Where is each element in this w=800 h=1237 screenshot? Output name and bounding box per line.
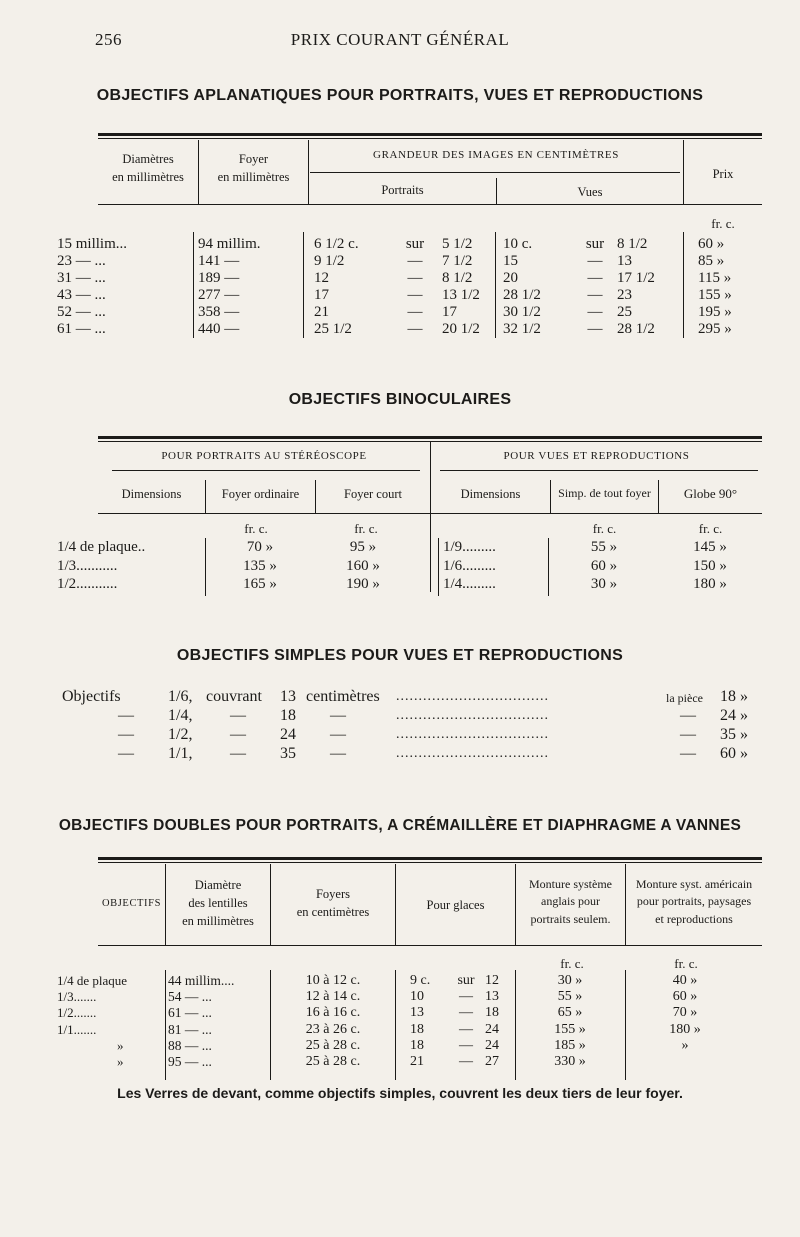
col-header-pour-glaces: Pour glaces xyxy=(426,898,485,912)
apl-col-v2: 8 1/2 13 17 1/2 23 25 28 1/2 xyxy=(617,236,655,337)
table-cell: 277 — xyxy=(198,287,240,303)
section-title-simples: OBJECTIFS SIMPLES POUR VUES ET REPRODUCTIONS xyxy=(176,647,624,664)
apl-col-vs: sur — — — — — xyxy=(585,236,605,337)
simples-list xyxy=(0,688,800,764)
table-cell: 141 — xyxy=(198,253,240,269)
list-item: — 1/1, — 35 — .................................. — 60 » xyxy=(118,745,748,762)
dbl-col-obj: 1/4 de plaque 1/3....... 1/2....... 1/1....... » » xyxy=(57,973,128,1069)
apl-col-p1: 6 1/2 c. 9 1/2 12 17 21 25 1/2 xyxy=(314,236,359,337)
bino-col-dim-2: 1/9......... 1/6......... 1/4......... xyxy=(443,539,496,593)
dbl-col-amer: 40 » 60 » 70 » 180 » » xyxy=(669,973,701,1053)
apl-col-diam xyxy=(57,236,127,338)
table-cell: 94 millim. xyxy=(198,236,261,252)
apl-col-prix: 60 » 85 » 115 » 155 » 195 » 295 » xyxy=(698,236,732,337)
unit-fr-c: fr. c. xyxy=(674,956,698,971)
list-item: — 1/2, — 24 — .................................. — 35 » xyxy=(118,726,748,743)
section-title-aplanatiques: OBJECTIFS APLANATIQUES POUR PORTRAITS, VUES ET REPRODUCTIONS xyxy=(96,87,704,104)
bino-col-simp: 55 » 60 » 30 » xyxy=(590,539,618,593)
section-title-binoculaires: OBJECTIFS BINOCULAIRES xyxy=(288,391,512,408)
col-header-globe: Globe 90° xyxy=(683,486,738,501)
col-header-foyer-court: Foyer court xyxy=(344,487,402,501)
apl-col-foyer xyxy=(198,236,261,338)
dbl-col-foyers: 10 à 12 c. 12 à 14 c. 16 à 16 c. 23 à 26 c. 25 à 28 c. 25 à 28 c. xyxy=(305,973,361,1069)
unit-fr-c: fr. c. xyxy=(354,521,378,536)
table-cell: 15 millim... xyxy=(57,236,128,252)
bino-col-court: 95 » 160 » 190 » xyxy=(346,539,380,593)
col-header-diametre-lentilles: Diamètre des lentilles en millimètres xyxy=(182,878,254,929)
apl-col-v1: 10 c. 15 20 28 1/2 30 1/2 32 1/2 xyxy=(503,236,541,337)
table-cell: 43 — ... xyxy=(57,287,106,303)
col-header-simp: Simp. de tout foyer xyxy=(558,486,651,500)
apl-col-ps: sur — — — — — xyxy=(405,236,425,337)
running-title: PRIX COURANT GÉNÉRAL xyxy=(290,30,510,49)
bino-col-dim: 1/4 de plaque.. 1/3........... 1/2........... xyxy=(57,539,146,593)
table-cell: 31 — ... xyxy=(57,270,106,286)
col-header-foyer: Foyer en millimètres xyxy=(217,152,290,185)
unit-fr-c: fr. c. xyxy=(560,956,584,971)
col-header-dimensions: Dimensions xyxy=(121,487,182,501)
header-vues-reproductions: POUR VUES ET REPRODUCTIONS xyxy=(503,450,690,462)
dbl-col-angl: 30 » 55 » 65 » 155 » 185 » 330 » xyxy=(554,973,586,1069)
unit-fr-c: fr. c. xyxy=(592,521,617,536)
unit-fr-c: fr. c. xyxy=(244,521,268,536)
table-top-rule xyxy=(98,133,762,136)
col-header-portraits: Portraits xyxy=(381,183,424,197)
col-header-prix: Prix xyxy=(712,167,734,181)
apl-col-p2: 5 1/2 7 1/2 8 1/2 13 1/2 17 20 1/2 xyxy=(442,236,480,337)
unit-fr-c: fr. c. xyxy=(711,216,735,231)
col-header-vues: Vues xyxy=(577,185,603,199)
table-cell: 358 — xyxy=(198,304,240,320)
section-title-doubles: OBJECTIFS DOUBLES POUR PORTRAITS, A CRÉMAILLÈRE ET DIAPHRAGME A VANNES xyxy=(58,817,742,834)
dbl-col-g1: 9 c. 10 13 18 18 21 xyxy=(410,973,431,1069)
table-cell: 23 — ... xyxy=(57,253,106,269)
page-number: 256 xyxy=(95,30,122,49)
col-header-dimensions-2: Dimensions xyxy=(460,487,521,501)
col-header-diametres: Diamètres en millimètres xyxy=(112,152,184,185)
table-cell: 440 — xyxy=(198,321,240,337)
col-header-grandeur: GRANDEUR DES IMAGES EN CENTIMÈTRES xyxy=(373,149,619,161)
dbl-col-diam: 44 millim.... 54 — ... 61 — ... 81 — ... 88 — ... 95 — ... xyxy=(168,973,235,1069)
list-item: — 1/4, — 18 — .................................. — 24 » xyxy=(118,707,748,724)
table-cell: 61 — ... xyxy=(57,321,106,337)
col-header-objectifs: OBJECTIFS xyxy=(101,898,162,909)
dbl-col-g2: 12 13 18 24 24 27 xyxy=(485,973,499,1069)
unit-fr-c: fr. c. xyxy=(698,521,723,536)
footnote: Les Verres de devant, comme objectifs simples, couvrent les deux tiers de leur foyer. xyxy=(117,1085,683,1101)
bino-col-globe: 145 » 150 » 180 » xyxy=(693,539,727,593)
list-item: Objectifs 1/6, couvrant 13 centimètres .................................. la pièce 18 » xyxy=(62,688,748,705)
col-header-foyers: Foyers en centimètres xyxy=(296,887,370,920)
header-portraits-stereoscope: POUR PORTRAITS AU STÉRÉOSCOPE xyxy=(161,450,367,462)
table-cell: 52 — ... xyxy=(57,304,106,320)
bino-col-ord: 70 » 135 » 165 » xyxy=(243,539,277,593)
col-header-monture-anglais: Monture système anglais pour portraits seulem. xyxy=(529,877,612,926)
dbl-col-gs: sur — — — — — xyxy=(457,973,475,1069)
col-header-monture-americain: Monture syst. américain pour portraits, paysages et reproductions xyxy=(635,877,753,926)
col-header-foyer-ordinaire: Foyer ordinaire xyxy=(221,487,300,501)
table-cell: 189 — xyxy=(198,270,240,286)
